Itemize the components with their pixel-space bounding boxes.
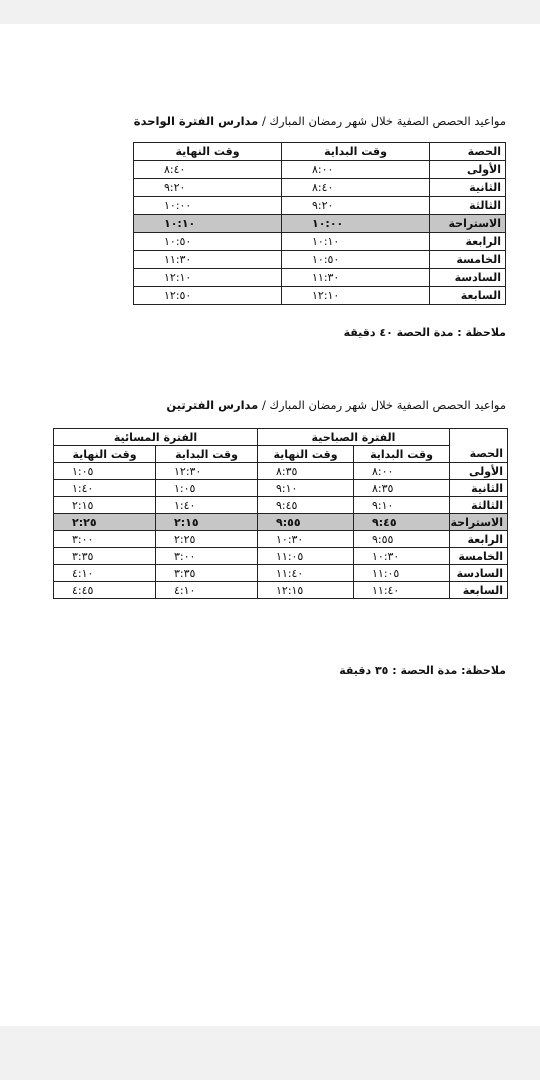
single-shift-schedule-table bbox=[133, 142, 506, 305]
start-time-cell: ٩:٢٠ bbox=[282, 197, 430, 215]
period-cell: الثانية bbox=[450, 480, 508, 497]
table-row bbox=[54, 463, 508, 480]
header-start: وقت البداية bbox=[282, 143, 430, 161]
header-morning-end: وقت النهاية bbox=[258, 446, 354, 463]
start-time-cell: ١٠:١٠ bbox=[282, 233, 430, 251]
start-time-cell: ١١:٣٠ bbox=[282, 269, 430, 287]
two-shift-schedule-table bbox=[53, 428, 508, 599]
morning-start-cell: ٩:٤٥ bbox=[354, 514, 450, 531]
period-cell: الثانية bbox=[430, 179, 506, 197]
table-row bbox=[134, 233, 506, 251]
evening-end-cell: ٢:٢٥ bbox=[54, 514, 156, 531]
end-time-cell: ١٠:٠٠ bbox=[134, 197, 282, 215]
evening-end-cell: ٣:٣٥ bbox=[54, 548, 156, 565]
table-row bbox=[134, 251, 506, 269]
start-time-cell: ٨:٠٠ bbox=[282, 161, 430, 179]
period-cell: الرابعة bbox=[450, 531, 508, 548]
table1-title bbox=[134, 114, 506, 128]
evening-start-cell: ٤:١٠ bbox=[156, 582, 258, 599]
evening-start-cell: ١٢:٣٠ bbox=[156, 463, 258, 480]
morning-end-cell: ١١:٤٠ bbox=[258, 565, 354, 582]
table1-title-bold: مدارس الفترة الواحدة bbox=[133, 114, 259, 128]
table-header-row bbox=[54, 446, 508, 463]
morning-start-cell: ١١:٠٥ bbox=[354, 565, 450, 582]
header-evening-shift: الفترة المسائية bbox=[54, 429, 258, 446]
header-period: الحصة bbox=[430, 143, 506, 161]
period-cell: الثالثة bbox=[450, 497, 508, 514]
end-time-cell: ١٢:١٠ bbox=[134, 269, 282, 287]
evening-start-cell: ٢:١٥ bbox=[156, 514, 258, 531]
evening-end-cell: ٤:١٠ bbox=[54, 565, 156, 582]
morning-start-cell: ٩:٥٥ bbox=[354, 531, 450, 548]
period-cell: السابعة bbox=[450, 582, 508, 599]
morning-end-cell: ١٢:١٥ bbox=[258, 582, 354, 599]
table2-title-bold: مدارس الفترتين bbox=[166, 398, 259, 412]
header-period: الحصة bbox=[450, 446, 508, 463]
header-blank-cell bbox=[450, 429, 508, 446]
period-cell: الخامسة bbox=[430, 251, 506, 269]
start-time-cell: ١٢:١٠ bbox=[282, 287, 430, 305]
period-cell: الأولى bbox=[450, 463, 508, 480]
table-row bbox=[134, 197, 506, 215]
table-row bbox=[134, 287, 506, 305]
end-time-cell: ١١:٣٠ bbox=[134, 251, 282, 269]
header-morning-shift: الفترة الصباحية bbox=[258, 429, 450, 446]
table-row bbox=[54, 582, 508, 599]
morning-start-cell: ١٠:٣٠ bbox=[354, 548, 450, 565]
table-row bbox=[54, 531, 508, 548]
evening-start-cell: ٣:٣٥ bbox=[156, 565, 258, 582]
table2-body bbox=[54, 463, 508, 599]
evening-end-cell: ١:٤٠ bbox=[54, 480, 156, 497]
end-time-cell: ١٠:١٠ bbox=[134, 215, 282, 233]
evening-start-cell: ٢:٢٥ bbox=[156, 531, 258, 548]
morning-end-cell: ١٠:٣٠ bbox=[258, 531, 354, 548]
period-cell: الثالثة bbox=[430, 197, 506, 215]
header-evening-end: وقت النهاية bbox=[54, 446, 156, 463]
period-cell: السابعة bbox=[430, 287, 506, 305]
morning-end-cell: ٩:٤٥ bbox=[258, 497, 354, 514]
start-time-cell: ١٠:٠٠ bbox=[282, 215, 430, 233]
morning-end-cell: ١١:٠٥ bbox=[258, 548, 354, 565]
evening-end-cell: ٢:١٥ bbox=[54, 497, 156, 514]
table2-title bbox=[166, 398, 506, 412]
period-cell: الخامسة bbox=[450, 548, 508, 565]
table-row bbox=[54, 497, 508, 514]
table1-body bbox=[134, 161, 506, 305]
start-time-cell: ٨:٤٠ bbox=[282, 179, 430, 197]
morning-start-cell: ٨:٠٠ bbox=[354, 463, 450, 480]
evening-end-cell: ١:٠٥ bbox=[54, 463, 156, 480]
table-row bbox=[54, 480, 508, 497]
period-cell: السادسة bbox=[450, 565, 508, 582]
table2-note: ملاحظة: مدة الحصة : ٣٥ دقيقة bbox=[339, 664, 506, 677]
table-row bbox=[134, 161, 506, 179]
table-row bbox=[134, 269, 506, 287]
table1-note: ملاحظة : مدة الحصة ٤٠ دقيقة bbox=[343, 326, 506, 339]
evening-end-cell: ٣:٠٠ bbox=[54, 531, 156, 548]
evening-start-cell: ٣:٠٠ bbox=[156, 548, 258, 565]
header-end: وقت النهاية bbox=[134, 143, 282, 161]
morning-end-cell: ٩:٥٥ bbox=[258, 514, 354, 531]
evening-end-cell: ٤:٤٥ bbox=[54, 582, 156, 599]
table-row bbox=[54, 565, 508, 582]
table-row bbox=[54, 548, 508, 565]
document-page bbox=[0, 24, 540, 1026]
morning-start-cell: ١١:٤٠ bbox=[354, 582, 450, 599]
start-time-cell: ١٠:٥٠ bbox=[282, 251, 430, 269]
morning-start-cell: ٨:٣٥ bbox=[354, 480, 450, 497]
header-evening-start: وقت البداية bbox=[156, 446, 258, 463]
table-row bbox=[134, 215, 506, 233]
table-header-row bbox=[134, 143, 506, 161]
morning-start-cell: ٩:١٠ bbox=[354, 497, 450, 514]
table-row bbox=[134, 179, 506, 197]
morning-end-cell: ٨:٣٥ bbox=[258, 463, 354, 480]
table2-title-prefix: مواعيد الحصص الصفية خلال شهر رمضان المبارك / bbox=[258, 398, 506, 412]
period-cell: السادسة bbox=[430, 269, 506, 287]
period-cell: الرابعة bbox=[430, 233, 506, 251]
end-time-cell: ١٠:٥٠ bbox=[134, 233, 282, 251]
period-cell: الاستراحة bbox=[450, 514, 508, 531]
period-cell: الأولى bbox=[430, 161, 506, 179]
end-time-cell: ٩:٢٠ bbox=[134, 179, 282, 197]
header-morning-start: وقت البداية bbox=[354, 446, 450, 463]
morning-end-cell: ٩:١٠ bbox=[258, 480, 354, 497]
evening-start-cell: ١:٠٥ bbox=[156, 480, 258, 497]
end-time-cell: ١٢:٥٠ bbox=[134, 287, 282, 305]
evening-start-cell: ١:٤٠ bbox=[156, 497, 258, 514]
shift-header-row bbox=[54, 429, 508, 446]
table1-title-prefix: مواعيد الحصص الصفية خلال شهر رمضان المبارك / bbox=[258, 114, 506, 128]
period-cell: الاستراحة bbox=[430, 215, 506, 233]
table-row bbox=[54, 514, 508, 531]
end-time-cell: ٨:٤٠ bbox=[134, 161, 282, 179]
